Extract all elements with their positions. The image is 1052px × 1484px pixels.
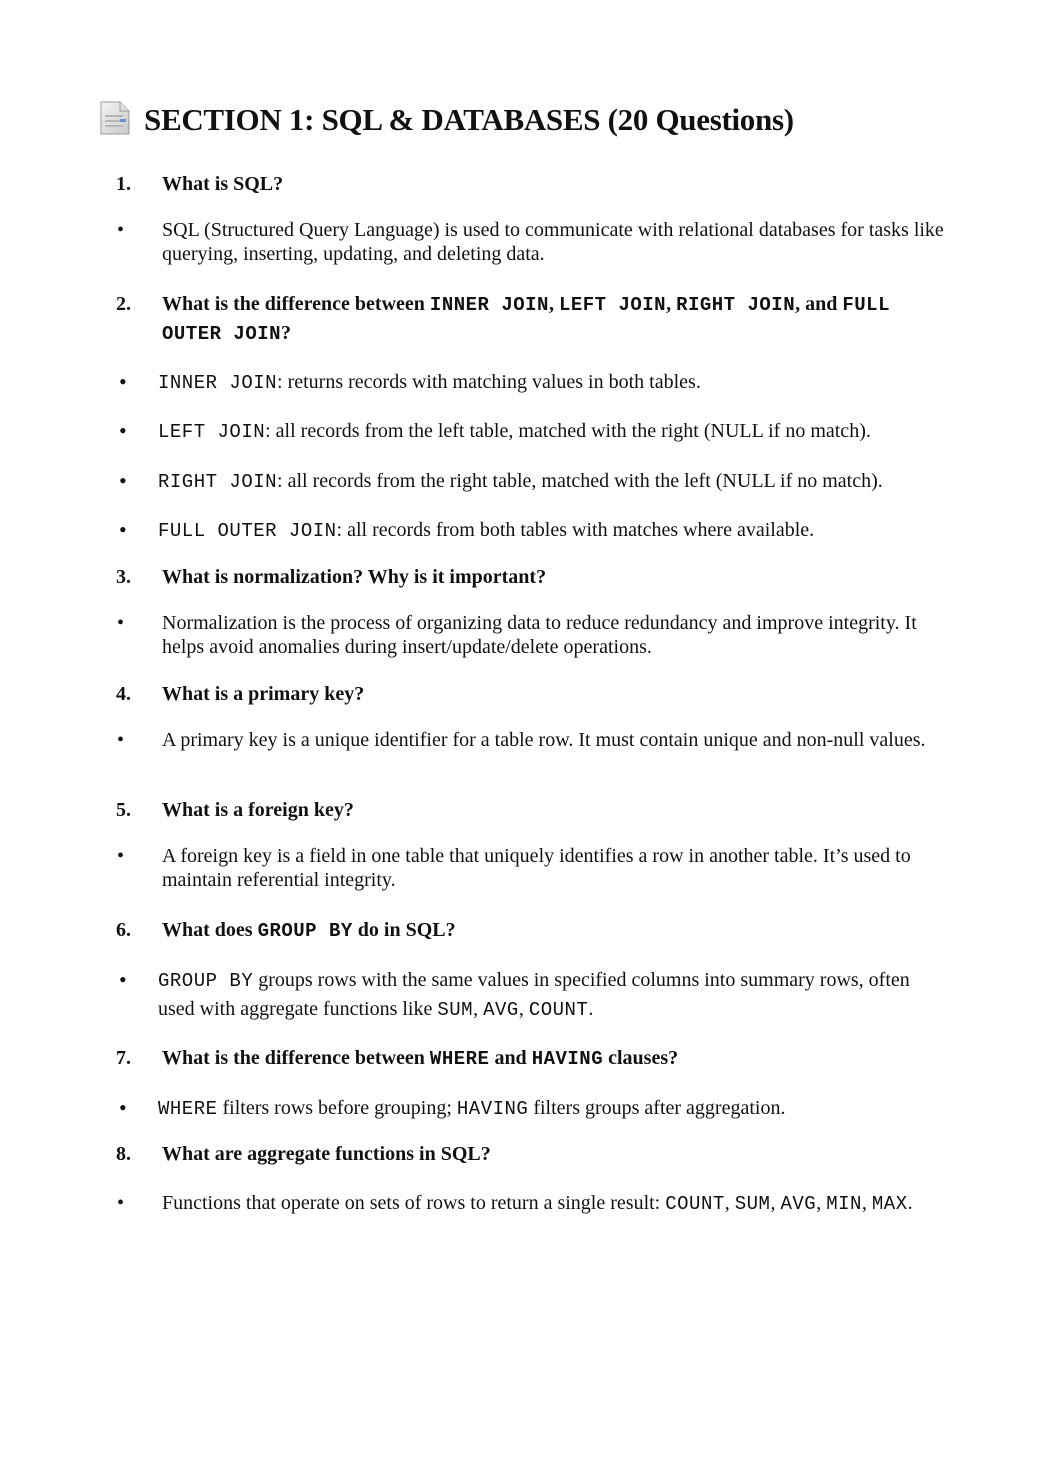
- document-icon: [98, 100, 134, 138]
- answer-text-part: ,: [518, 998, 529, 1020]
- answer-text: [158, 370, 948, 395]
- answer-text: [162, 1189, 952, 1218]
- question-text-part: do in SQL?: [352, 919, 456, 941]
- answer-text: [158, 419, 948, 444]
- bullet: •: [119, 517, 127, 542]
- question-number: 2.: [116, 293, 131, 315]
- answer-text-part: ,: [473, 998, 484, 1020]
- question-text-part: , and: [795, 293, 843, 315]
- answer-text-part: .: [588, 998, 594, 1020]
- code-term: COUNT: [665, 1193, 725, 1215]
- answer-text: [158, 469, 948, 494]
- answer-text: A foreign key is a field in one table that uniquely identifies a row in another table. It’s used to maintain referential integrity.: [162, 845, 911, 891]
- question-text-part: What is the difference between: [162, 293, 430, 315]
- bullet: •: [119, 369, 127, 394]
- answer-text: SQL (Structured Query Language) is used to communicate with relational databases for tasks like querying, inserting, updating, and deleting data.: [162, 219, 944, 265]
- code-term: INNER JOIN: [158, 372, 278, 394]
- question-text-part: ,: [548, 293, 559, 315]
- bullet: •: [119, 967, 127, 992]
- answer-text: A primary key is a unique identifier for a table row. It must contain unique and non-null values.: [162, 729, 926, 751]
- question-text: What are aggregate functions in SQL?: [162, 1143, 491, 1165]
- question-text-part: ,: [666, 293, 677, 315]
- answer-text-part: ,: [724, 1192, 735, 1214]
- question-number: 8.: [116, 1143, 131, 1165]
- answer-text-part: ,: [770, 1192, 781, 1214]
- answer-text-part: Functions that operate on sets of rows to return a single result:: [162, 1192, 666, 1214]
- question-number: 3.: [116, 566, 131, 588]
- code-term: FULL OUTER JOIN: [158, 520, 337, 542]
- question-text-part: and: [489, 1047, 532, 1069]
- question-number: 6.: [116, 919, 131, 941]
- question-text-part: What does: [162, 919, 258, 941]
- section-title: SECTION 1: SQL & DATABASES (20 Questions): [144, 101, 794, 137]
- bullet: •: [117, 729, 125, 751]
- code-term: MAX: [871, 1193, 908, 1215]
- bullet: •: [119, 418, 127, 443]
- answer-text-part: : all records from both tables with matches where available.: [336, 519, 815, 541]
- section-heading: [98, 100, 794, 138]
- question-text: What is SQL?: [162, 173, 284, 195]
- question-text-part: clauses?: [603, 1047, 679, 1069]
- code-term: AVG: [780, 1193, 817, 1215]
- code-term: HAVING: [531, 1048, 604, 1070]
- answer-text-part: ,: [816, 1192, 827, 1214]
- question-text: What is normalization? Why is it important?: [162, 566, 547, 588]
- code-term: LEFT JOIN: [158, 421, 266, 443]
- answer-text-part: groups rows with the same values in specified columns into summary rows, often used with aggregate functions like: [158, 969, 910, 1020]
- question-text: [162, 290, 952, 348]
- code-term: SUM: [734, 1193, 771, 1215]
- code-term: WHERE: [429, 1048, 490, 1070]
- code-term: LEFT JOIN: [558, 294, 667, 316]
- bullet: •: [119, 1095, 127, 1120]
- answer-text-part: .: [907, 1192, 913, 1214]
- question-text: [162, 916, 952, 945]
- code-term: SUM: [437, 999, 474, 1021]
- bullet: •: [117, 219, 125, 241]
- answer-text-part: : returns records with matching values in both tables.: [277, 371, 701, 393]
- code-term: RIGHT JOIN: [158, 471, 278, 493]
- question-number: 5.: [116, 799, 131, 821]
- code-term: HAVING: [456, 1098, 529, 1120]
- answer-text: [158, 1096, 948, 1121]
- code-term: MIN: [826, 1193, 862, 1215]
- code-term: GROUP BY: [158, 970, 254, 992]
- code-term: INNER JOIN: [429, 294, 549, 316]
- answer-text-part: : all records from the right table, matched with the left (NULL if no match).: [277, 470, 883, 492]
- code-term: WHERE: [158, 1098, 218, 1120]
- answer-text-part: filters rows before grouping;: [217, 1097, 457, 1119]
- answer-text-part: filters groups after aggregation.: [528, 1097, 786, 1119]
- question-number: 7.: [116, 1047, 131, 1069]
- question-text-part: What is the difference between: [162, 1047, 430, 1069]
- answer-text: [158, 518, 948, 543]
- code-term: AVG: [483, 999, 519, 1021]
- code-term: COUNT: [528, 999, 589, 1021]
- bullet: •: [117, 1192, 125, 1214]
- bullet: •: [117, 845, 125, 867]
- question-number: 1.: [116, 173, 131, 195]
- answer-text: Normalization is the process of organizing data to reduce redundancy and improve integrity. It helps avoid anomalies during insert/update/delete operations.: [162, 612, 917, 658]
- question-number: 4.: [116, 683, 131, 705]
- code-term: FULL OUTER JOIN: [162, 294, 890, 345]
- question-text: What is a foreign key?: [162, 799, 354, 821]
- answer-text-part: ,: [861, 1192, 872, 1214]
- answer-text: [158, 966, 948, 1024]
- code-term: RIGHT JOIN: [676, 294, 796, 316]
- question-text-part: ?: [281, 322, 292, 344]
- question-text: [162, 1044, 952, 1073]
- bullet: •: [119, 468, 127, 493]
- bullet: •: [117, 612, 125, 634]
- answer-text-part: : all records from the left table, matched with the right (NULL if no match).: [265, 420, 871, 442]
- question-text: What is a primary key?: [162, 683, 365, 705]
- code-term: GROUP BY: [257, 920, 353, 942]
